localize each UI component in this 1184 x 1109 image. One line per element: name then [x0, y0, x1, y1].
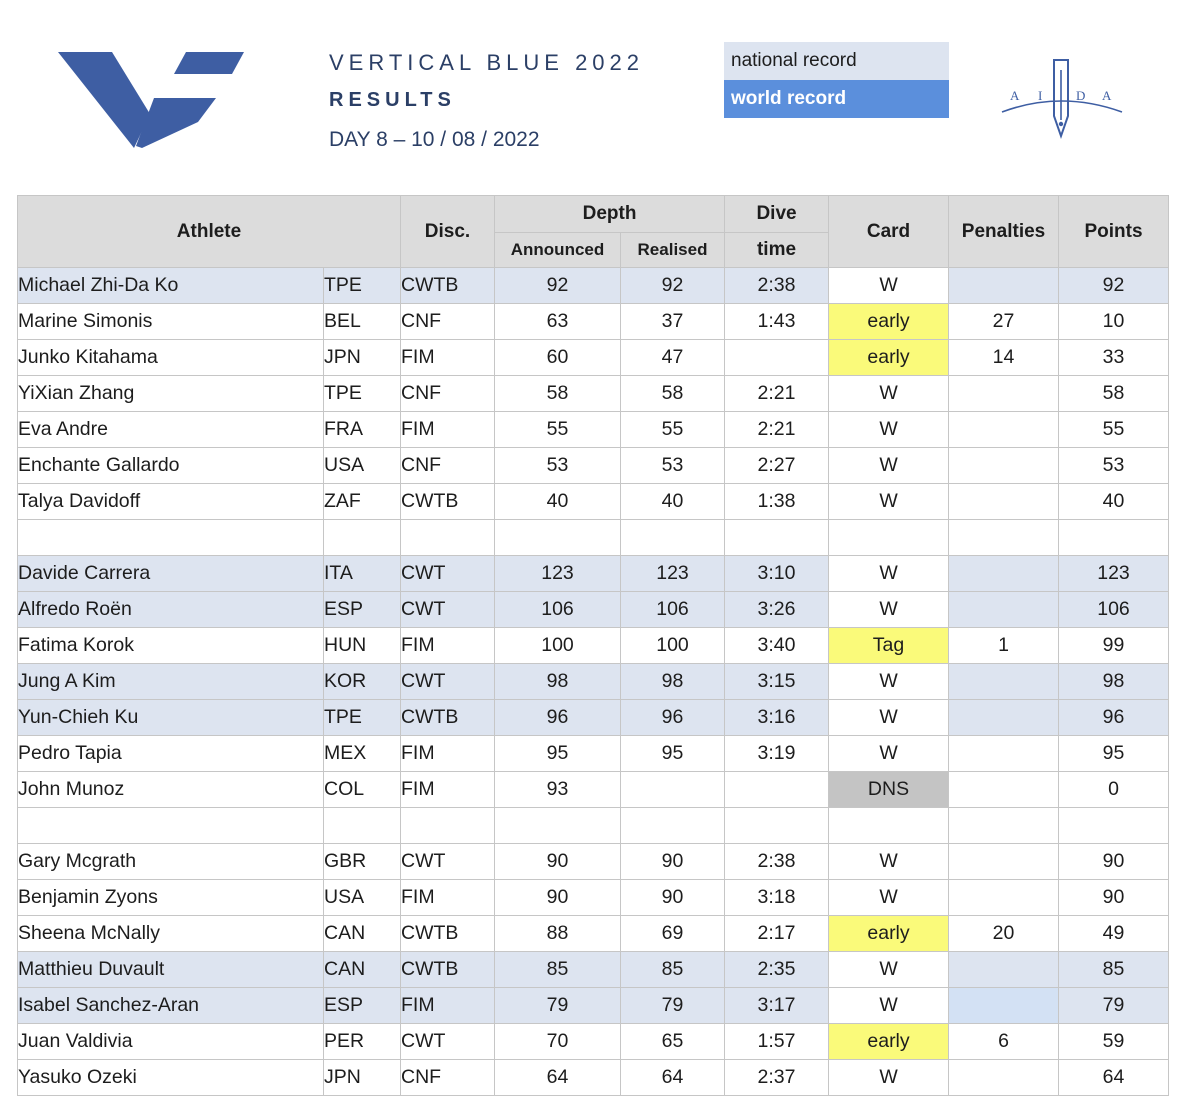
- athlete-name: John Munoz: [18, 772, 324, 808]
- depth-realised: 92: [621, 268, 725, 304]
- athlete-name: Jung A Kim: [18, 664, 324, 700]
- aida-letter: D: [1076, 88, 1086, 103]
- points: 85: [1059, 952, 1169, 988]
- empty-cell: [18, 520, 324, 556]
- empty-cell: [1059, 520, 1169, 556]
- card: early: [829, 1024, 949, 1060]
- athlete-country: ZAF: [324, 484, 401, 520]
- penalties: [949, 1060, 1059, 1096]
- empty-cell: [621, 520, 725, 556]
- dive-time: 2:21: [725, 412, 829, 448]
- table-row: [18, 484, 1169, 520]
- depth-realised: 98: [621, 664, 725, 700]
- vertical-blue-logo: [58, 48, 244, 150]
- card: W: [829, 952, 949, 988]
- empty-cell: [495, 520, 621, 556]
- athlete-country: CAN: [324, 916, 401, 952]
- penalties: 27: [949, 304, 1059, 340]
- dive-time: [725, 340, 829, 376]
- dive-time: 3:16: [725, 700, 829, 736]
- card: early: [829, 916, 949, 952]
- card: W: [829, 880, 949, 916]
- athlete-country: ESP: [324, 988, 401, 1024]
- points: 90: [1059, 844, 1169, 880]
- penalties: [949, 268, 1059, 304]
- card: W: [829, 268, 949, 304]
- athlete-name: Sheena McNally: [18, 916, 324, 952]
- empty-cell: [324, 520, 401, 556]
- athlete-name: YiXian Zhang: [18, 376, 324, 412]
- header-points: Points: [1059, 196, 1169, 268]
- card: DNS: [829, 772, 949, 808]
- empty-cell: [18, 808, 324, 844]
- athlete-country: ESP: [324, 592, 401, 628]
- card: W: [829, 736, 949, 772]
- depth-realised: 100: [621, 628, 725, 664]
- legend-world-record: world record: [724, 80, 949, 118]
- table-row: [18, 880, 1169, 916]
- discipline: CNF: [401, 304, 495, 340]
- athlete-name: Alfredo Roën: [18, 592, 324, 628]
- table-row: [18, 556, 1169, 592]
- discipline: FIM: [401, 880, 495, 916]
- athlete-country: ITA: [324, 556, 401, 592]
- penalties: [949, 988, 1059, 1024]
- table-row: [18, 628, 1169, 664]
- penalties: [949, 952, 1059, 988]
- discipline: CWT: [401, 844, 495, 880]
- card: W: [829, 412, 949, 448]
- table-row: [18, 916, 1169, 952]
- athlete-name: Fatima Korok: [18, 628, 324, 664]
- table-row: [18, 736, 1169, 772]
- dive-time: 2:27: [725, 448, 829, 484]
- table-row: [18, 988, 1169, 1024]
- group-separator: [18, 808, 1169, 844]
- depth-realised: 95: [621, 736, 725, 772]
- athlete-country: FRA: [324, 412, 401, 448]
- dive-time: 3:18: [725, 880, 829, 916]
- header-penalties: Penalties: [949, 196, 1059, 268]
- empty-cell: [949, 808, 1059, 844]
- discipline: CNF: [401, 1060, 495, 1096]
- record-legend: [724, 42, 949, 118]
- athlete-name: Yasuko Ozeki: [18, 1060, 324, 1096]
- penalties: [949, 772, 1059, 808]
- depth-announced: 98: [495, 664, 621, 700]
- athlete-country: CAN: [324, 952, 401, 988]
- points: 40: [1059, 484, 1169, 520]
- points: 79: [1059, 988, 1169, 1024]
- depth-realised: 64: [621, 1060, 725, 1096]
- points: 58: [1059, 376, 1169, 412]
- table-row: [18, 340, 1169, 376]
- header-depth: Depth: [495, 196, 725, 233]
- depth-realised: 40: [621, 484, 725, 520]
- points: 92: [1059, 268, 1169, 304]
- discipline: CWT: [401, 556, 495, 592]
- depth-announced: 85: [495, 952, 621, 988]
- penalties: [949, 484, 1059, 520]
- points: 53: [1059, 448, 1169, 484]
- penalties: [949, 700, 1059, 736]
- card: W: [829, 484, 949, 520]
- athlete-name: Eva Andre: [18, 412, 324, 448]
- athlete-name: Junko Kitahama: [18, 340, 324, 376]
- discipline: CWT: [401, 1024, 495, 1060]
- dive-time: [725, 772, 829, 808]
- discipline: CNF: [401, 448, 495, 484]
- discipline: FIM: [401, 772, 495, 808]
- discipline: CWTB: [401, 700, 495, 736]
- table-row: [18, 952, 1169, 988]
- table-row: [18, 844, 1169, 880]
- depth-realised: 96: [621, 700, 725, 736]
- depth-announced: 90: [495, 880, 621, 916]
- depth-announced: 96: [495, 700, 621, 736]
- card: W: [829, 592, 949, 628]
- legend-national-record: national record: [724, 42, 949, 80]
- penalties: [949, 448, 1059, 484]
- athlete-name: Yun-Chieh Ku: [18, 700, 324, 736]
- card: W: [829, 1060, 949, 1096]
- header-announced: Announced: [495, 233, 621, 268]
- athlete-name: Marine Simonis: [18, 304, 324, 340]
- depth-realised: 85: [621, 952, 725, 988]
- table-row: [18, 772, 1169, 808]
- penalties: [949, 376, 1059, 412]
- table-row: [18, 700, 1169, 736]
- points: 98: [1059, 664, 1169, 700]
- depth-announced: 60: [495, 340, 621, 376]
- penalties: [949, 556, 1059, 592]
- points: 90: [1059, 880, 1169, 916]
- depth-announced: 106: [495, 592, 621, 628]
- depth-announced: 88: [495, 916, 621, 952]
- empty-cell: [621, 808, 725, 844]
- depth-realised: 90: [621, 844, 725, 880]
- dive-time: 3:15: [725, 664, 829, 700]
- aida-letter: A: [1102, 88, 1112, 103]
- card: W: [829, 844, 949, 880]
- penalties: 14: [949, 340, 1059, 376]
- depth-realised: 55: [621, 412, 725, 448]
- card: W: [829, 988, 949, 1024]
- card: Tag: [829, 628, 949, 664]
- depth-announced: 123: [495, 556, 621, 592]
- card: W: [829, 664, 949, 700]
- card: W: [829, 556, 949, 592]
- dive-time: 2:17: [725, 916, 829, 952]
- penalties: [949, 736, 1059, 772]
- event-title: VERTICAL BLUE 2022: [329, 50, 645, 75]
- card: early: [829, 304, 949, 340]
- dive-time: 2:21: [725, 376, 829, 412]
- depth-announced: 70: [495, 1024, 621, 1060]
- points: 99: [1059, 628, 1169, 664]
- discipline: CNF: [401, 376, 495, 412]
- penalties: [949, 592, 1059, 628]
- athlete-name: Michael Zhi-Da Ko: [18, 268, 324, 304]
- empty-cell: [725, 520, 829, 556]
- depth-realised: 53: [621, 448, 725, 484]
- card: W: [829, 700, 949, 736]
- points: 96: [1059, 700, 1169, 736]
- athlete-name: Benjamin Zyons: [18, 880, 324, 916]
- table-row: [18, 1024, 1169, 1060]
- depth-realised: 90: [621, 880, 725, 916]
- athlete-name: Isabel Sanchez-Aran: [18, 988, 324, 1024]
- athlete-country: GBR: [324, 844, 401, 880]
- athlete-country: PER: [324, 1024, 401, 1060]
- table-row: [18, 304, 1169, 340]
- aida-logo: [996, 50, 1126, 142]
- results-title: RESULTS: [329, 89, 456, 111]
- athlete-country: TPE: [324, 268, 401, 304]
- depth-realised: 65: [621, 1024, 725, 1060]
- athlete-country: TPE: [324, 700, 401, 736]
- depth-realised: 47: [621, 340, 725, 376]
- athlete-country: MEX: [324, 736, 401, 772]
- points: 49: [1059, 916, 1169, 952]
- empty-cell: [829, 808, 949, 844]
- penalties: [949, 880, 1059, 916]
- dive-time: 3:10: [725, 556, 829, 592]
- dive-time: 2:38: [725, 844, 829, 880]
- points: 59: [1059, 1024, 1169, 1060]
- table-row: [18, 1060, 1169, 1096]
- discipline: FIM: [401, 412, 495, 448]
- dive-time: 1:38: [725, 484, 829, 520]
- dive-time: 1:57: [725, 1024, 829, 1060]
- empty-cell: [495, 808, 621, 844]
- header-athlete: Athlete: [18, 196, 401, 268]
- dive-time: 3:40: [725, 628, 829, 664]
- athlete-country: COL: [324, 772, 401, 808]
- discipline: FIM: [401, 736, 495, 772]
- depth-announced: 79: [495, 988, 621, 1024]
- header-discipline: Disc.: [401, 196, 495, 268]
- depth-announced: 64: [495, 1060, 621, 1096]
- card: W: [829, 376, 949, 412]
- results-body: [18, 268, 1169, 1096]
- header-card: Card: [829, 196, 949, 268]
- penalties: [949, 664, 1059, 700]
- depth-announced: 92: [495, 268, 621, 304]
- athlete-name: Talya Davidoff: [18, 484, 324, 520]
- athlete-name: Gary Mcgrath: [18, 844, 324, 880]
- discipline: FIM: [401, 340, 495, 376]
- points: 123: [1059, 556, 1169, 592]
- card: W: [829, 448, 949, 484]
- day-date: DAY 8 – 10 / 08 / 2022: [329, 128, 540, 151]
- depth-realised: 69: [621, 916, 725, 952]
- depth-realised: 79: [621, 988, 725, 1024]
- points: 64: [1059, 1060, 1169, 1096]
- athlete-name: Pedro Tapia: [18, 736, 324, 772]
- header-realised: Realised: [621, 233, 725, 268]
- empty-cell: [949, 520, 1059, 556]
- depth-announced: 100: [495, 628, 621, 664]
- athlete-country: USA: [324, 448, 401, 484]
- penalties: 20: [949, 916, 1059, 952]
- athlete-country: BEL: [324, 304, 401, 340]
- dive-time: 2:37: [725, 1060, 829, 1096]
- penalties: 1: [949, 628, 1059, 664]
- athlete-country: USA: [324, 880, 401, 916]
- depth-realised: 58: [621, 376, 725, 412]
- discipline: CWTB: [401, 952, 495, 988]
- athlete-country: TPE: [324, 376, 401, 412]
- depth-announced: 63: [495, 304, 621, 340]
- depth-realised: 106: [621, 592, 725, 628]
- depth-announced: 93: [495, 772, 621, 808]
- points: 10: [1059, 304, 1169, 340]
- empty-cell: [401, 808, 495, 844]
- table-row: [18, 268, 1169, 304]
- penalties: [949, 412, 1059, 448]
- depth-realised: [621, 772, 725, 808]
- table-row: [18, 412, 1169, 448]
- discipline: CWTB: [401, 268, 495, 304]
- dive-time: 2:38: [725, 268, 829, 304]
- aida-letter: I: [1038, 88, 1043, 103]
- athlete-name: Davide Carrera: [18, 556, 324, 592]
- table-row: [18, 592, 1169, 628]
- discipline: CWTB: [401, 916, 495, 952]
- athlete-country: HUN: [324, 628, 401, 664]
- points: 55: [1059, 412, 1169, 448]
- card: early: [829, 340, 949, 376]
- aida-letter: A: [1010, 88, 1020, 103]
- empty-cell: [829, 520, 949, 556]
- table-row: [18, 376, 1169, 412]
- dive-time: 3:19: [725, 736, 829, 772]
- penalties: 6: [949, 1024, 1059, 1060]
- header-time: time: [725, 233, 829, 268]
- discipline: CWT: [401, 592, 495, 628]
- dive-time: 1:43: [725, 304, 829, 340]
- empty-cell: [725, 808, 829, 844]
- empty-cell: [324, 808, 401, 844]
- discipline: FIM: [401, 628, 495, 664]
- header: [329, 48, 644, 158]
- depth-announced: 55: [495, 412, 621, 448]
- athlete-country: JPN: [324, 1060, 401, 1096]
- dive-time: 2:35: [725, 952, 829, 988]
- depth-announced: 53: [495, 448, 621, 484]
- athlete-name: Matthieu Duvault: [18, 952, 324, 988]
- table-row: [18, 448, 1169, 484]
- athlete-name: Enchante Gallardo: [18, 448, 324, 484]
- dive-time: 3:17: [725, 988, 829, 1024]
- table-row: [18, 664, 1169, 700]
- athlete-country: JPN: [324, 340, 401, 376]
- empty-cell: [1059, 808, 1169, 844]
- dive-time: 3:26: [725, 592, 829, 628]
- athlete-name: Juan Valdivia: [18, 1024, 324, 1060]
- discipline: FIM: [401, 988, 495, 1024]
- points: 95: [1059, 736, 1169, 772]
- depth-announced: 95: [495, 736, 621, 772]
- depth-announced: 40: [495, 484, 621, 520]
- depth-announced: 90: [495, 844, 621, 880]
- discipline: CWT: [401, 664, 495, 700]
- depth-realised: 37: [621, 304, 725, 340]
- results-table: [17, 195, 1169, 1096]
- depth-announced: 58: [495, 376, 621, 412]
- group-separator: [18, 520, 1169, 556]
- points: 33: [1059, 340, 1169, 376]
- points: 106: [1059, 592, 1169, 628]
- athlete-country: KOR: [324, 664, 401, 700]
- penalties: [949, 844, 1059, 880]
- discipline: CWTB: [401, 484, 495, 520]
- depth-realised: 123: [621, 556, 725, 592]
- empty-cell: [401, 520, 495, 556]
- header-dive: Dive: [725, 196, 829, 233]
- points: 0: [1059, 772, 1169, 808]
